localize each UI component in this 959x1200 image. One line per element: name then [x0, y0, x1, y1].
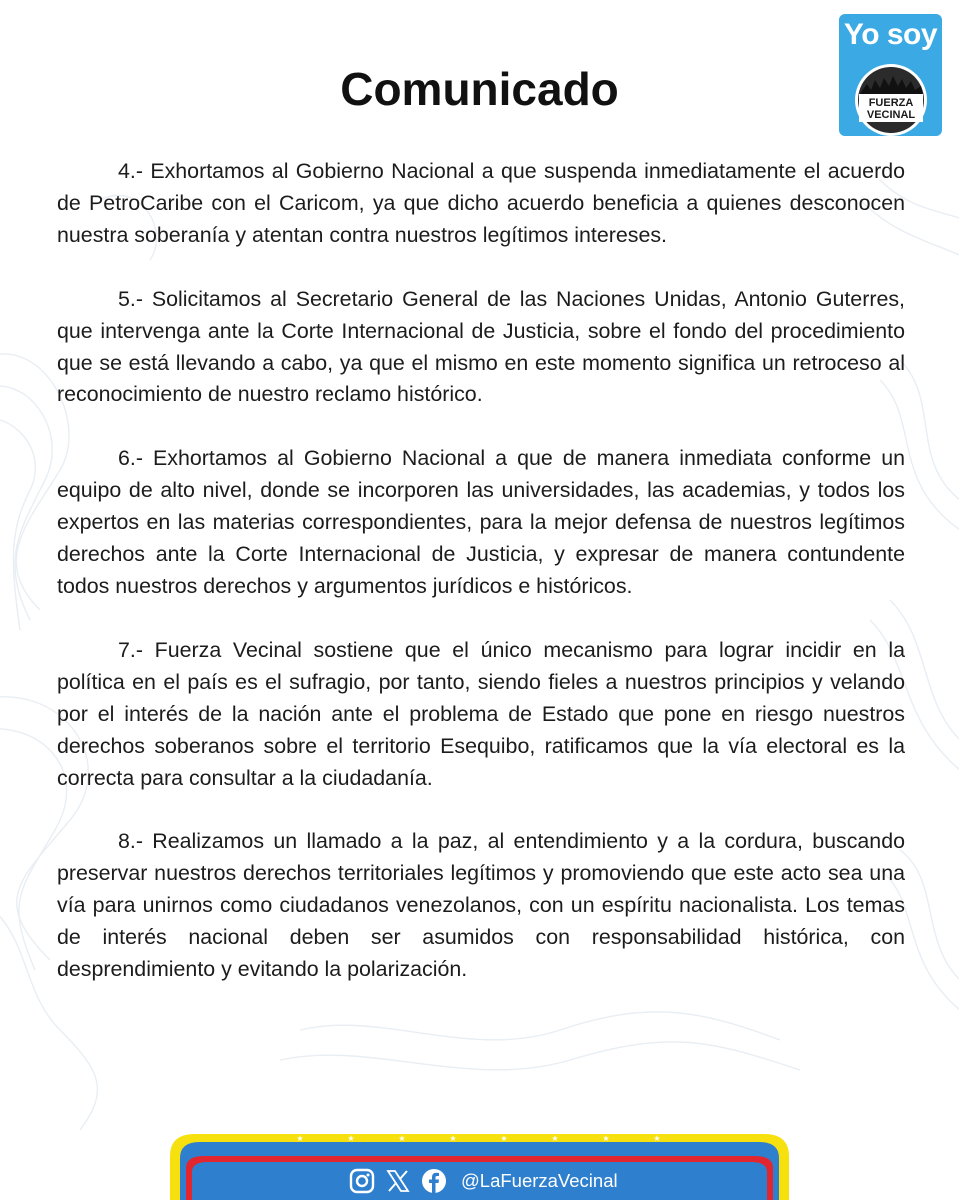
svg-text:★: ★ — [398, 1134, 406, 1143]
statement-body — [57, 156, 905, 1018]
social-handle[interactable]: @LaFuerzaVecinal — [461, 1170, 618, 1191]
page-title: Comunicado — [340, 63, 619, 115]
svg-text:★: ★ — [449, 1134, 457, 1143]
social-links — [349, 1166, 618, 1196]
facebook-icon[interactable] — [421, 1168, 447, 1194]
paragraph-point-7: 7.- Fuerza Vecinal sostiene que el único mecanismo para lograr incidir en la política en el país es el sufragio, por tanto, siendo fieles a nuestros principios y velando por el interés de la nación ante el problema de Estado que pone en riesgo nuestros derechos soberanos sobre el territorio Esequibo, ratificamos que la vía electoral es la correcta para consultar a la ciudadanía. — [57, 637, 905, 790]
paragraph-point-5: 5.- Solicitamos al Secretario General de las Naciones Unidas, Antonio Guterres, que intervenga ante la Corte Internacional de Justicia, sobre el fondo del procedimiento que se está llevando a cabo, ya que el mismo en este momento significa un retroceso al reconocimiento de nuestro reclamo histórico. — [57, 286, 905, 407]
paragraph-point-4: 4.- Exhortamos al Gobierno Nacional a que suspenda inmediatamente el acuerdo de PetroCaribe con el Caricom, ya que dicho acuerdo beneficia a quienes desconocen nuestra soberanía y atentan contra nuestros legítimos intereses. — [57, 159, 905, 247]
paragraph-point-6: 6.- Exhortamos al Gobierno Nacional a que de manera inmediata conforme un equipo de alto nivel, donde se incorporen las universidades, las academias, y todos los expertos en las materias correspondientes, para la mejor defensa de nuestros legítimos derechos ante la Corte Internacional de Justicia, y expresar de manera contundente todos nuestros derechos y argumentos jurídicos e históricos. — [57, 446, 905, 598]
svg-text:★: ★ — [296, 1134, 304, 1143]
x-icon[interactable] — [385, 1168, 411, 1194]
logo-badge-line2: VECINAL — [866, 109, 916, 121]
paragraph-point-8: 8.- Realizamos un llamado a la paz, al entendimiento y a la cordura, buscando preservar nuestros derechos territoriales legítimos y promoviendo que este acto sea una vía para unirnos como ciudadanos venezolanos, con un espíritu nacionalista. Los temas de interés nacional deben ser asumidos con responsabilidad histórica, con desprendimiento y evitando la polarización. — [57, 829, 905, 982]
svg-text:★: ★ — [500, 1134, 508, 1143]
svg-text:★: ★ — [653, 1134, 661, 1143]
svg-text:★: ★ — [347, 1134, 355, 1143]
logo-badge-line1: FUERZA — [868, 97, 914, 109]
svg-text:★: ★ — [602, 1134, 610, 1143]
instagram-icon[interactable] — [349, 1168, 375, 1194]
svg-text:★: ★ — [551, 1134, 559, 1143]
logo-tagline: Yo soy — [843, 18, 938, 51]
